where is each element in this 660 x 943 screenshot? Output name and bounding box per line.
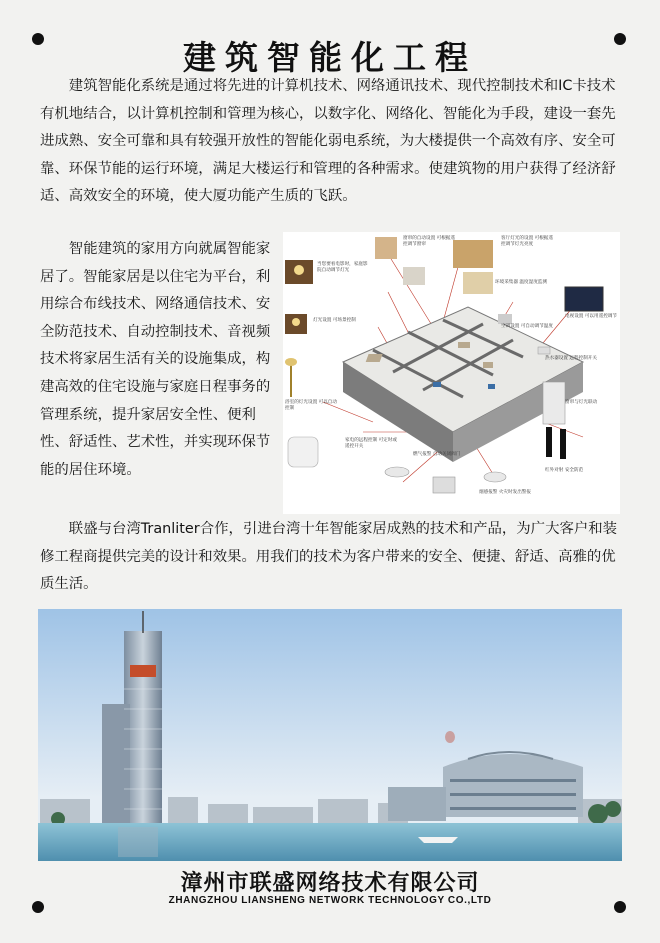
smart-home-paragraph: 智能建筑的家用方向就属智能家居了。智能家居是以住宅为平台，利用综合布线技术、网络通信技术、安全防范技术、自动控制技术、音视频技术将家居生活有关的设施集成，构建高效的住宅设施与家庭日程事务的管理系统，提升家居安全性、便利性、舒适性、艺术性，并实现环保节能的居住环境。 bbox=[40, 241, 271, 478]
diagram-label-curtain: 窗帘的自动设置 可根据遥控调节窗帘 bbox=[403, 236, 455, 247]
diagram-label-curtain-link: 窗帘与灯光联动 bbox=[565, 400, 598, 405]
diagram-label-water-heater: 热水器设置 远程控制开关 bbox=[545, 356, 597, 361]
intro-paragraph: 建筑智能化系统是通过将先进的计算机技术、网络通讯技术、现代控制技术和IC卡技术有机地结合，以计算机控制和管理为核心，以数字化、网络化、智能化为手段，建设一套先进成熟、安全可靠和具有较强开放性的智能化弱电系统，为大楼提供一个高效有序、安全可靠、环保节能的运行环境，满足大楼运行和管理的各种需求。使建筑物的用户获得了经济舒适、高效安全的环境，使大厦功能产生质的飞跃。 bbox=[40, 78, 616, 205]
city-skyline-photo bbox=[38, 609, 622, 861]
diagram-label-living-light: 客厅灯光的设置 可根据遥控调节灯光亮度 bbox=[501, 236, 553, 247]
diagram-label-smoke-alarm: 烟感报警 火灾时发出警报 bbox=[479, 490, 531, 495]
diagram-label-infrared: 红外对射 安全防范 bbox=[545, 468, 584, 473]
page-title: 建筑智能化工程 bbox=[183, 38, 477, 77]
diagram-label-home-theater: 当您要看电影时，家庭影院自动调节灯光 bbox=[317, 262, 368, 273]
partnership-paragraph: 联盛与台湾Tranliter合作，引进台湾十年智能家居成熟的技术和产品，为广大客户和装修工程商提供完美的设计和效果。用我们的技术为客户带来的安全、便捷、舒适、高雅的优质生活。 bbox=[40, 521, 618, 593]
diagram-label-scene-light: 灯光设置 可场景控制 bbox=[313, 318, 356, 323]
diagram-label-gas-alarm: 燃气报警 自动关闭阀门 bbox=[413, 452, 461, 457]
company-name-en: ZHANGZHOU LIANSHENG NETWORK TECHNOLOGY CO.,LTD bbox=[168, 895, 492, 906]
company-name-cn: 漳州市联盛网络技术有限公司 bbox=[180, 871, 480, 896]
smart-home-diagram bbox=[283, 232, 620, 514]
diagram-label-tv: 电视设置 可以用遥控调节 bbox=[565, 314, 617, 319]
diagram-label-env-sensor: 环境采集器 温度湿度监测 bbox=[495, 280, 547, 285]
diagram-label-ac: 空调设置 可自动调节温度 bbox=[501, 324, 553, 329]
diagram-label-bath-light: 浴室的灯光设置 可以自动控制 bbox=[285, 400, 337, 411]
diagram-label-appliance: 家电的远程控制 可定时或遥控开关 bbox=[345, 438, 397, 449]
